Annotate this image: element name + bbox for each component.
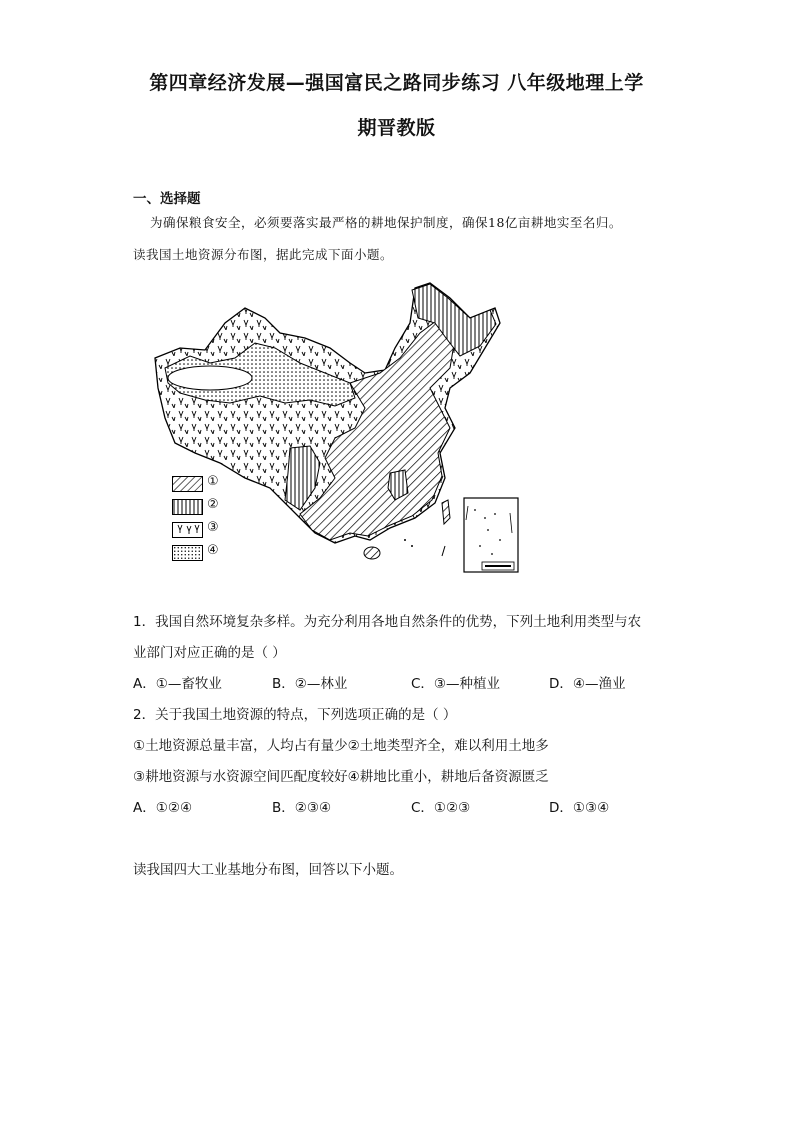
question-2-option-b[interactable]: B．②③④ (272, 800, 332, 816)
legend-item (172, 545, 252, 561)
map-island-taiwan (442, 500, 450, 524)
question-1-stem-line-1: 1．我国自然环境复杂多样。为充分利用各地自然条件的优势，下列土地利用类型与农 (133, 614, 642, 630)
question-2-statement-line-2: ③耕地资源与水资源空间匹配度较好④耕地比重小，耕地后备资源匮乏 (133, 769, 549, 785)
map-inner-basin (168, 366, 252, 390)
south-china-sea-inset (464, 498, 518, 572)
next-section-intro: 读我国四大工业基地分布图，回答以下小题。 (133, 862, 403, 878)
question-1-stem-line-2: 业部门对应正确的是（ ） (133, 645, 286, 661)
dots-icon (172, 545, 203, 561)
vertical-lines-icon (172, 499, 203, 515)
question-1-option-c[interactable]: C．③—种植业 (411, 676, 501, 692)
legend-label: ③ (207, 520, 219, 535)
legend-label: ② (207, 497, 219, 512)
intro-line-2: 读我国土地资源分布图，据此完成下面小题。 (133, 247, 394, 262)
question-1-option-a[interactable]: A．①—畜牧业 (133, 676, 222, 692)
legend-item (172, 522, 252, 538)
question-1-option-b[interactable]: B．②—林业 (272, 676, 348, 692)
question-2-option-c[interactable]: C．①②③ (411, 800, 471, 816)
page-title-line-1: 第四章经济发展—强国富民之路同步练习 八年级地理上学 (149, 72, 644, 94)
grass-tufts-icon (172, 522, 203, 538)
legend-label: ④ (207, 543, 219, 558)
question-2-option-a[interactable]: A．①②④ (133, 800, 193, 816)
diagonal-hatch-icon (172, 476, 203, 492)
question-2-statement-line-1: ①土地资源总量丰富，人均占有量少②土地类型齐全，难以利用土地多 (133, 738, 549, 754)
question-2-stem: 2．关于我国土地资源的特点，下列选项正确的是（ ） (133, 707, 457, 723)
legend-label: ① (207, 474, 219, 489)
section-heading: 一、选择题 (133, 191, 201, 207)
legend-item (172, 499, 252, 515)
question-2-option-d[interactable]: D．①③④ (549, 800, 610, 816)
page-title-line-2: 期晋教版 (357, 117, 436, 139)
legend-item (172, 476, 252, 492)
intro-line-1: 为确保粮食安全，必须要落实最严格的耕地保护制度，确保18亿亩耕地实至名归。 (150, 215, 622, 230)
question-1-option-d[interactable]: D．④—渔业 (549, 676, 626, 692)
map-island-hainan (364, 547, 380, 559)
